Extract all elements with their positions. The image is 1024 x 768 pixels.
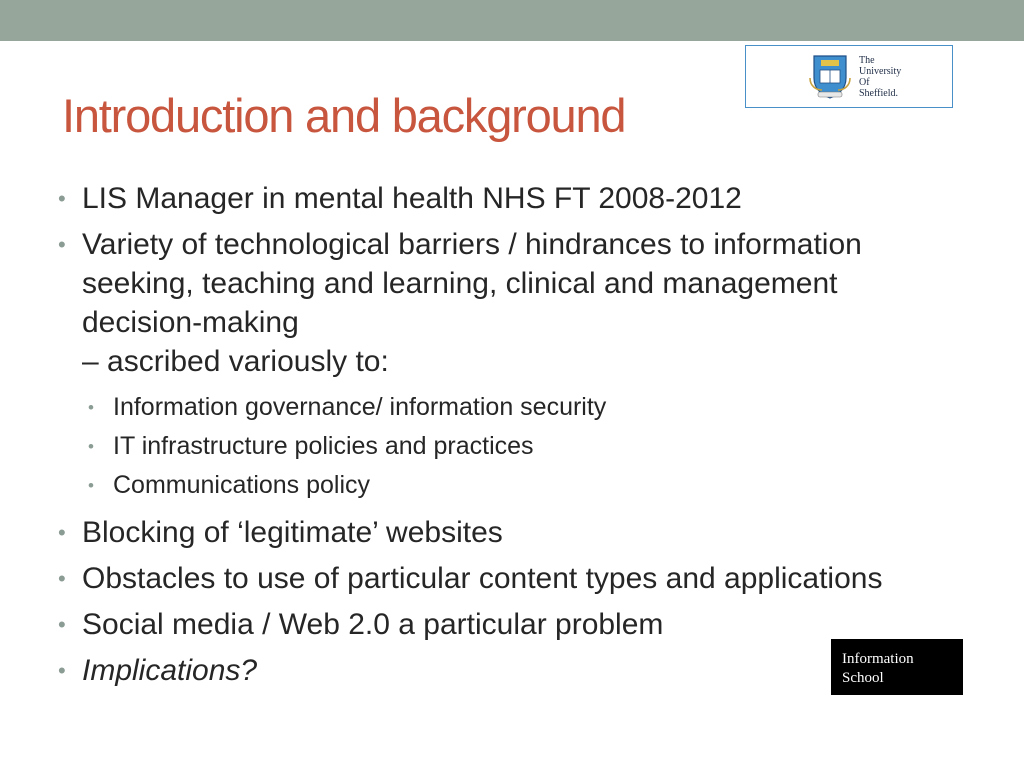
- bullet-item: [58, 559, 978, 598]
- bullet-dot: •: [58, 658, 66, 683]
- logo-text-line: Of: [859, 77, 870, 88]
- top-banner: [0, 0, 1024, 41]
- logo-text-line: University: [859, 66, 902, 77]
- bullet-item: [58, 513, 978, 552]
- bullet-text: Obstacles to use of particular content types and applications: [82, 562, 883, 595]
- bullet-text: Social media / Web 2.0 a particular problem: [82, 608, 664, 641]
- sub-bullet-text: Communications policy: [113, 471, 371, 499]
- sub-bullet-item: [88, 427, 978, 466]
- bullet-text: Implications?: [82, 654, 258, 687]
- bullet-text: seeking, teaching and learning, clinical and management: [82, 267, 838, 300]
- sub-bullet-item: [88, 466, 978, 505]
- crest-icon: [808, 52, 852, 100]
- bullet-dot: •: [58, 232, 66, 257]
- bullet-text: Variety of technological barriers / hindrances to information: [82, 228, 862, 261]
- bullet-text: LIS Manager in mental health NHS FT 2008-2012: [82, 182, 742, 215]
- university-logo: [745, 45, 953, 108]
- badge-text-line: School: [842, 670, 884, 686]
- bullet-item: [58, 225, 978, 381]
- bullet-dot: •: [58, 520, 66, 545]
- logo-text-line: The: [859, 55, 875, 66]
- badge-text-line: Information: [842, 651, 914, 667]
- bullet-dot: •: [58, 566, 66, 591]
- bullet-text: decision-making: [82, 306, 299, 339]
- bullet-dot: •: [88, 476, 94, 495]
- bullet-item: [58, 179, 978, 218]
- information-school-logo: [831, 639, 963, 695]
- bullet-dot: •: [58, 186, 66, 211]
- sub-bullet-list: [88, 388, 978, 505]
- bullet-text: – ascribed variously to:: [82, 345, 389, 378]
- bullet-dot: •: [88, 398, 94, 417]
- logo-wordmark: [859, 55, 949, 99]
- sub-bullet-text: Information governance/ information security: [113, 393, 607, 421]
- logo-text-line: Sheffield.: [859, 88, 898, 99]
- bullet-dot: •: [88, 437, 94, 456]
- bullet-text: Blocking of ‘legitimate’ websites: [82, 516, 503, 549]
- sub-bullet-item: [88, 388, 978, 427]
- bullet-dot: •: [58, 612, 66, 637]
- bullet-list: [58, 179, 978, 697]
- sub-bullet-text: IT infrastructure policies and practices: [113, 432, 534, 460]
- slide-title: Introduction and background: [62, 89, 626, 142]
